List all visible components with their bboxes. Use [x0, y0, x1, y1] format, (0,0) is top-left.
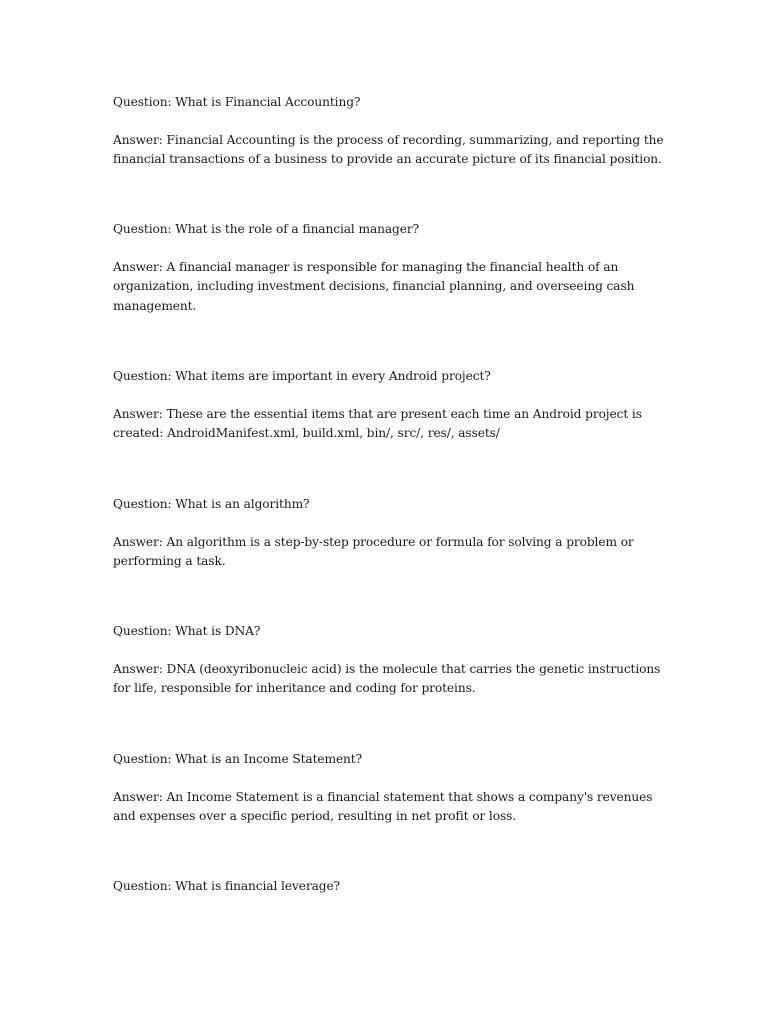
- answer-line: Answer: Financial Accounting is the process of recording, summarizing, and reporting the: [113, 133, 664, 148]
- qa-item-dna: [113, 622, 661, 699]
- answer-line: Answer: An Income Statement is a financial statement that shows a company's revenues: [113, 790, 653, 805]
- qa-item-income-statement: [113, 750, 653, 827]
- answer-line: organization, including investment decisions, financial planning, and overseeing cash: [113, 279, 635, 294]
- answer-text: [113, 405, 653, 443]
- question-text: Question: What is the role of a financial manager?: [113, 222, 420, 236]
- qa-item-android-project: [113, 367, 653, 444]
- answer-line: Answer: DNA (deoxyribonucleic acid) is the molecule that carries the genetic instructions: [113, 662, 661, 677]
- question-text: Question: What is an Income Statement?: [113, 752, 363, 766]
- answer-line: and expenses over a specific period, resulting in net profit or loss.: [113, 809, 517, 824]
- answer-line: created: AndroidManifest.xml, build.xml, bin/, src/, res/, assets/: [113, 426, 500, 441]
- answer-line: Answer: These are the essential items that are present each time an Android project is: [113, 407, 642, 422]
- qa-item-financial-leverage: [113, 877, 653, 896]
- qa-item-financial-accounting: [113, 93, 664, 170]
- question-text: Question: What is an algorithm?: [113, 497, 310, 511]
- answer-line: Answer: A financial manager is responsible for managing the financial health of an: [113, 260, 619, 275]
- question-text: Question: What is financial leverage?: [113, 879, 340, 893]
- answer-line: Answer: An algorithm is a step-by-step procedure or formula for solving a problem or: [113, 535, 634, 550]
- answer-line: performing a task.: [113, 554, 226, 569]
- answer-text: [113, 660, 661, 698]
- qa-item-financial-manager: [113, 220, 653, 316]
- answer-text: [113, 788, 653, 826]
- question-text: Question: What is DNA?: [113, 624, 261, 638]
- qa-item-algorithm: [113, 495, 653, 572]
- question-text: Question: What is Financial Accounting?: [113, 95, 361, 109]
- answer-line: management.: [113, 298, 197, 313]
- answer-line: for life, responsible for inheritance and coding for proteins.: [113, 681, 476, 696]
- answer-text: [113, 131, 664, 169]
- answer-text: [113, 533, 653, 571]
- question-text: Question: What items are important in every Android project?: [113, 369, 491, 383]
- answer-text: [113, 258, 653, 316]
- answer-line: financial transactions of a business to provide an accurate picture of its financial position.: [113, 152, 662, 167]
